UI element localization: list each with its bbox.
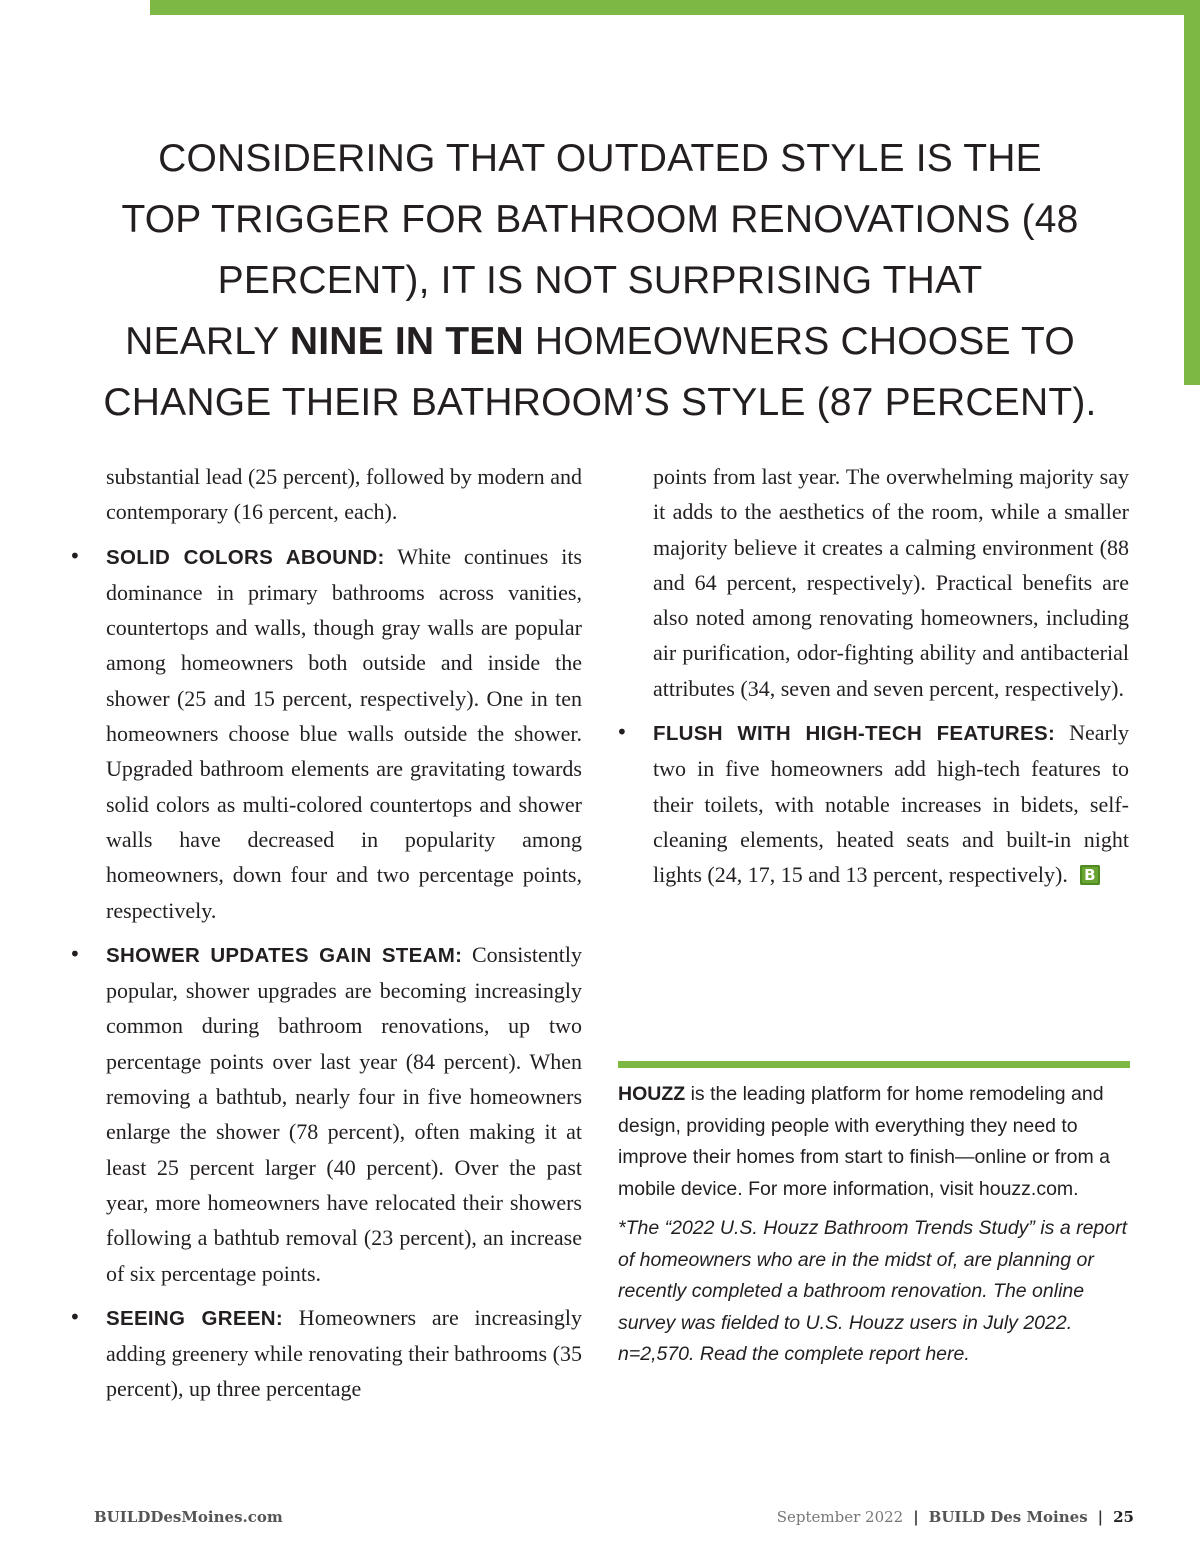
side-accent-bar bbox=[1184, 0, 1200, 385]
study-note: *The “2022 U.S. Houzz Bathroom Trends Study” is a report of homeowners who are in the midst of, are planning or recently completed a bathroom renovation. The online survey was fielded to U.S. Houzz users in July 2022. n=2,570. Read the complete report here. bbox=[618, 1217, 1128, 1365]
right-column bbox=[616, 459, 1129, 902]
about-divider bbox=[618, 1061, 1130, 1068]
bullet-item-solid-colors bbox=[69, 539, 582, 928]
pull-quote-emphasis: NINE IN TEN bbox=[289, 320, 524, 363]
bullet-text: Homeowners are increasingly adding greenery while renovating their bathrooms (35 percent), up three percentage bbox=[106, 1304, 582, 1402]
pull-quote-line: CONSIDERING THAT OUTDATED STYLE IS THE bbox=[158, 137, 1042, 180]
about-brand: HOUZZ bbox=[618, 1083, 686, 1105]
bullet-text: White continues its dominance in primary bathrooms across vanities, countertops and walls, though gray walls are popular among homeowners both outside and inside the shower (25 and 15 percent, respectively). One in ten homeowners choose blue walls outside the shower. Upgraded bathroom elements are gravitating towards solid colors as multi-colored countertops and shower walls have decreased in popularity among homeowners, down four and two percentage points, respectively. bbox=[106, 543, 582, 923]
footer-publication: BUILD Des Moines bbox=[928, 1508, 1088, 1526]
about-text: is the leading platform for home remodeling and design, providing people with everything they need to improve their homes from start to finish—online or from a mobile device. For more information, visit houzz.com. bbox=[618, 1083, 1111, 1200]
pull-quote-line: TOP TRIGGER FOR BATHROOM RENOVATIONS (48 bbox=[121, 198, 1079, 241]
continuation-paragraph: points from last year. The overwhelming majority say it adds to the aesthetics of the room, while a smaller majority believe it creates a calming environment (88 and 64 percent, respectively). Practical benefits are also noted among renovating homeowners, including air purification, odor-fighting ability and antibacterial attributes (34, seven and seven percent, respectively). bbox=[653, 464, 1129, 701]
footer-separator: | bbox=[1097, 1508, 1104, 1526]
left-column bbox=[69, 459, 582, 1416]
bullet-lead: FLUSH WITH HIGH-TECH FEATURES: bbox=[653, 722, 1056, 746]
footer-date: September 2022 bbox=[776, 1508, 904, 1526]
about-box bbox=[618, 1079, 1130, 1379]
bullet-lead: SEEING GREEN: bbox=[106, 1306, 284, 1330]
footer-folio bbox=[777, 1508, 1134, 1526]
bullet-dot: • bbox=[69, 941, 81, 966]
bullet-text: Nearly two in five homeowners add high-tech features to their toilets, with notable increases in bidets, self-cleaning elements, heated seats and built-in night lights (24, 17, 15 and 13 percent, respectively). bbox=[653, 720, 1129, 888]
bullet-dot: • bbox=[69, 1304, 81, 1329]
footer-site: BUILDDesMoines.com bbox=[94, 1508, 283, 1526]
pull-quote-text: NEARLY bbox=[125, 320, 290, 363]
bullet-lead: SOLID COLORS ABOUND: bbox=[106, 545, 385, 569]
bullet-dot: • bbox=[616, 720, 628, 745]
page-number: 25 bbox=[1113, 1508, 1134, 1526]
bullet-item-seeing-green bbox=[69, 1300, 582, 1407]
intro-paragraph: substantial lead (25 percent), followed by modern and contemporary (16 percent, each). bbox=[106, 464, 582, 525]
bullet-item-shower-updates bbox=[69, 937, 582, 1291]
bullet-lead: SHOWER UPDATES GAIN STEAM: bbox=[106, 943, 463, 967]
end-mark-icon: B bbox=[1080, 865, 1100, 885]
pull-quote-line: PERCENT), IT IS NOT SURPRISING THAT bbox=[217, 259, 983, 302]
bullet-dot: • bbox=[69, 543, 81, 568]
top-accent-bar bbox=[150, 0, 1200, 15]
footer-separator: | bbox=[913, 1508, 919, 1526]
about-paragraph bbox=[618, 1079, 1130, 1205]
bullet-text: Consistently popular, shower upgrades are becoming increasingly common during bathroom renovations, up two percentage points over last year (84 percent). When removing a bathtub, nearly four in five homeowners enlarge the shower (78 percent), often making it at least 25 percent larger (40 percent). Over the past year, more homeowners have relocated their showers following a bathtub removal (23 percent), an increase of six percentage points. bbox=[106, 941, 582, 1286]
bullet-item-high-tech bbox=[616, 715, 1129, 892]
pull-quote-line: CHANGE THEIR BATHROOM’S STYLE (87 PERCENT). bbox=[103, 381, 1097, 424]
pull-quote-line bbox=[100, 311, 1100, 372]
pull-quote bbox=[100, 128, 1100, 433]
pull-quote-text: HOMEOWNERS CHOOSE TO bbox=[523, 320, 1075, 363]
